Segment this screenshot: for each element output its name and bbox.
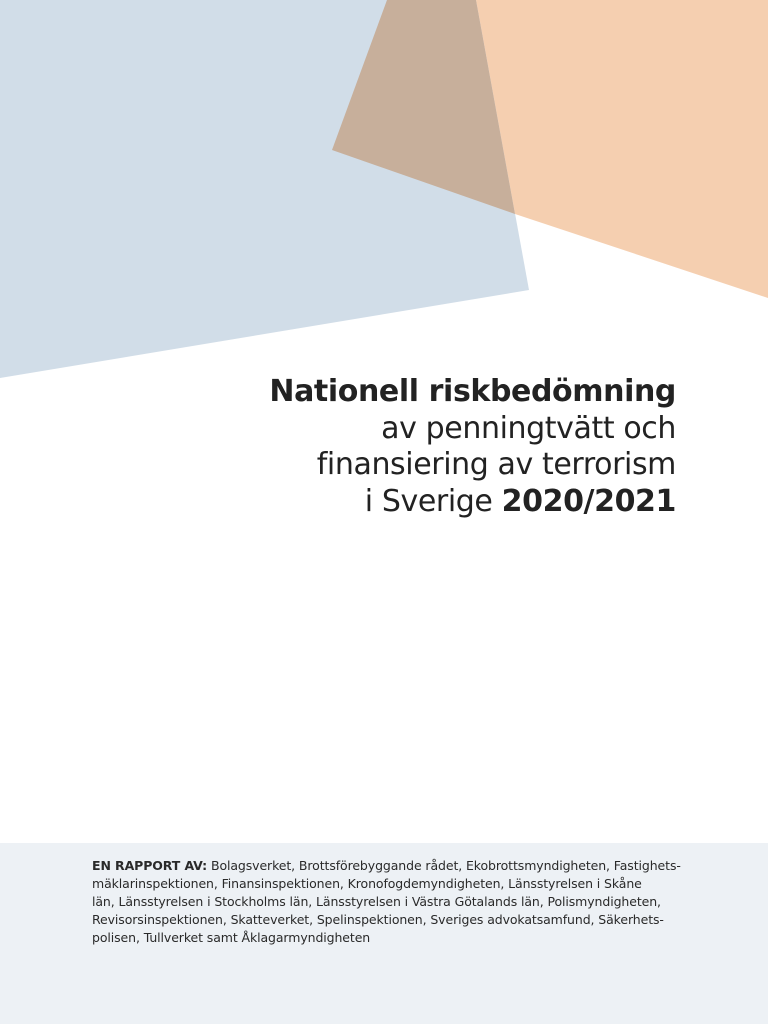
publishers-line-1 [92, 857, 682, 875]
title-line-4 [156, 484, 676, 521]
publishers-line-5: polisen, Tullverket samt Åklagarmyndigheten [92, 930, 371, 945]
title-line-2: av penningtvätt och [381, 410, 676, 446]
publishers-line-2: mäklarinspektionen, Finansinspektionen, Kronofogdemyndigheten, Länsstyrelsen i Skåne [92, 876, 642, 891]
title-line-3: finansiering av terrorism [316, 447, 676, 482]
publishers-line-3: län, Länsstyrelsen i Stockholms län, Länsstyrelsen i Västra Götalands län, Polismyndigheten, [92, 894, 661, 909]
title-country: i Sverige [364, 483, 502, 519]
publishers-line-4: Revisorsinspektionen, Skatteverket, Spelinspektionen, Sveriges advokatsamfund, Säkerhets- [92, 912, 664, 927]
document-title [156, 374, 676, 520]
footer-panel [0, 843, 768, 1024]
publishers-text-1: Bolagsverket, Brottsförebyggande rådet, Ekobrottsmyndigheten, Fastighets- [210, 858, 681, 873]
publishers-list [92, 857, 682, 947]
title-line-1: Nationell riskbedömning [269, 374, 676, 409]
title-year: 2020/2021 [501, 483, 676, 519]
report-by-label: EN RAPPORT AV: [92, 858, 208, 873]
